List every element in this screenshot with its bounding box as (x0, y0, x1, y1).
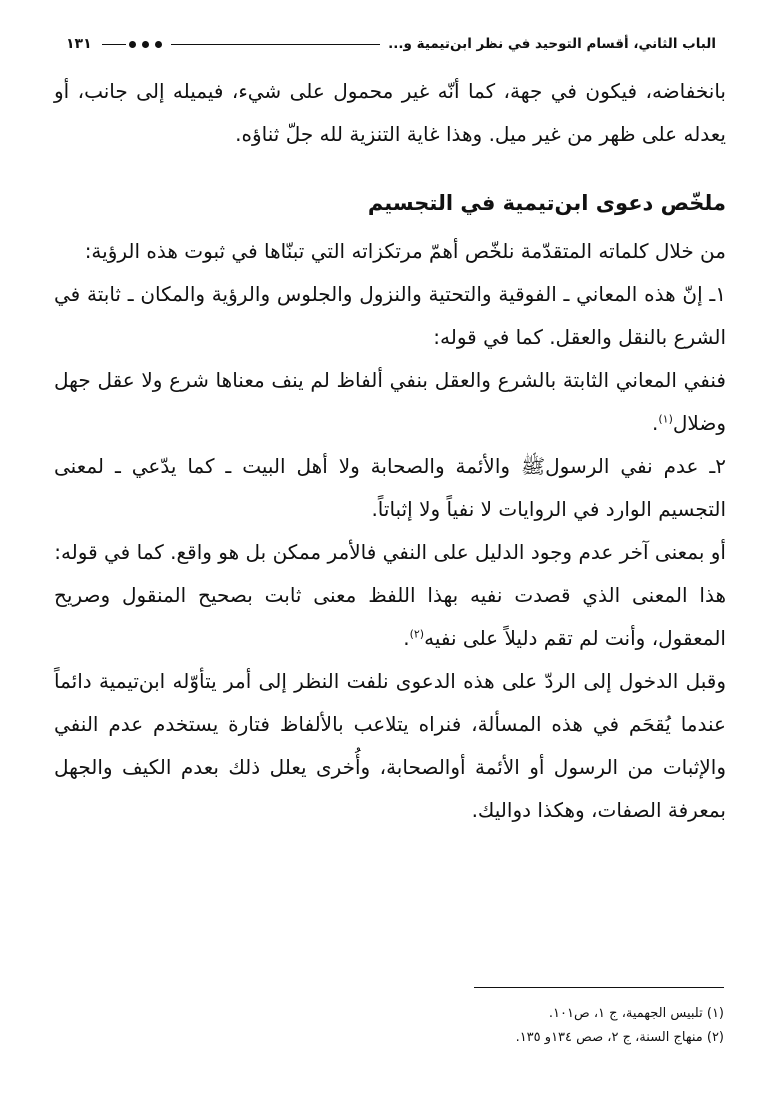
header-rule (171, 44, 381, 45)
spacer (54, 156, 726, 178)
ornament-dot (155, 41, 162, 48)
paragraph-point-1: ١ـ إنّ هذه المعاني ـ الفوقية والتحتية والنزول والجلوس والرؤية والمكان ـ ثابتة في الشرع بالنقل والعقل. كما في قوله: (54, 282, 726, 349)
footnotes (224, 1002, 724, 1050)
paragraph-clarification: أو بمعنى آخر عدم وجود الدليل على النفي فالأمر ممكن بل هو واقع. كما في قوله: (54, 540, 726, 564)
paragraph-continuation: بانخفاضه، فيكون في جهة، كما أنّه غير محمول على شيء، فيميله إلى جانب، أو يعدله على ظهر من غير ميل. وهذا غاية التنزية لله جلّ ثناؤه. (54, 79, 726, 146)
header-title: الباب الثاني، أقسام التوحيد في نظر ابن‌تيمية و... (388, 36, 716, 52)
footnote-ref-1[interactable]: (١) (658, 412, 673, 426)
paragraph-point-2: ٢ـ عدم نفي الرسولﷺ والأئمة والصحابة ولا أهل البيت ـ كما يدّعي ـ لمعنى التجسيم الوارد في الروايات لا نفياً ولا إثباتاً. (54, 454, 726, 521)
paragraph-intro: من خلال كلماته المتقدّمة نلخّص أهمّ مرتكزاته التي تبنّاها في ثبوت هذه الرؤية: (84, 239, 726, 263)
header-ornament (102, 41, 165, 48)
quote-2-end: . (403, 626, 410, 650)
footnote-2: (٢) منهاج السنة، ج ٢، صص ١٣٤و ١٣٥. (515, 1030, 724, 1045)
footnote-divider (474, 987, 724, 988)
section-heading: ملخّص دعوى ابن‌تيمية في التجسيم (367, 191, 726, 215)
page-number: ١٣١ (66, 36, 92, 52)
quote-2 (54, 574, 726, 660)
quote-1-text: فنفي المعاني الثابتة بالشرع والعقل بنفي ألفاظ لم ينف معناها شرع ولا عقل جهل وضلال (54, 368, 726, 435)
ornament-dot (142, 41, 149, 48)
quote-1-end: . (652, 411, 659, 435)
ornament-dot (129, 41, 136, 48)
paragraph-closing: وقبل الدخول إلى الردّ على هذه الدعوى نلفت النظر إلى أمر يتأوّله ابن‌تيمية دائماً عندما يُقحَم في هذه المسألة، فنراه يتلاعب بالألفاظ فتارة يستخدم عدم النفي والإثبات من الرسول أو الأئمة أوالصحابة، وأُخرى يعلل ذلك بعدم الكيف والجهل بمعرفة الصفات، وهكذا دواليك. (54, 669, 726, 822)
footnote-ref-2[interactable]: (٢) (409, 627, 425, 641)
ornament-line (102, 44, 126, 45)
quote-1 (54, 359, 726, 445)
running-header (66, 30, 716, 58)
footnote-1: (١) تلبيس الجهمية، ج ١، ص١٠١. (548, 1006, 724, 1021)
quote-2-text: هذا المعنى الذي قصدت نفيه بهذا اللفظ معنى ثابت بصحيح المنقول وصريح المعقول، وأنت لم تقم دليلاً على نفيه (54, 583, 726, 650)
main-text (54, 70, 726, 832)
